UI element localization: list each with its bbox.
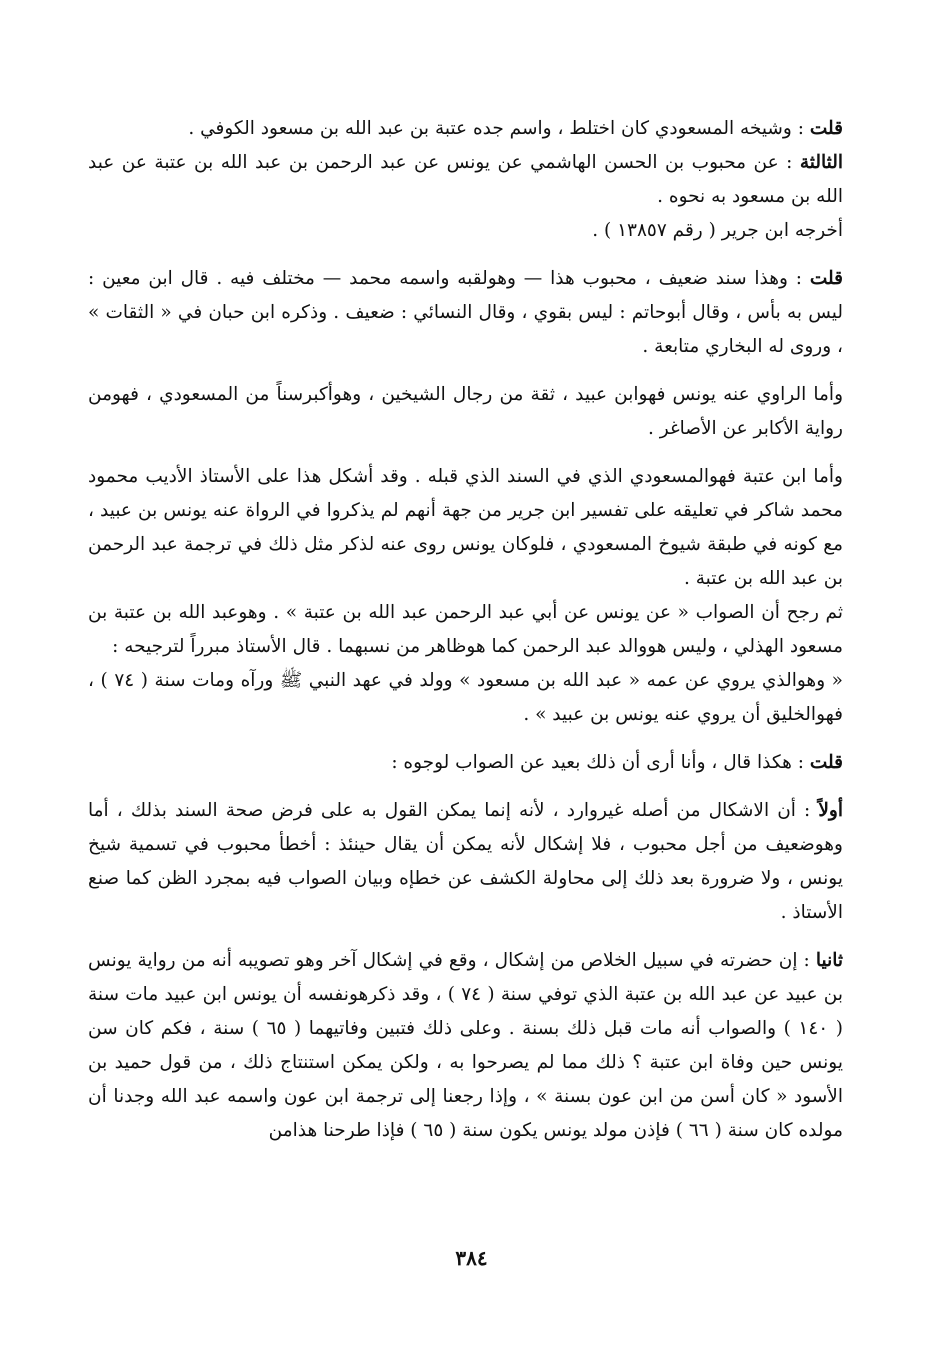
paragraph bbox=[88, 262, 843, 364]
paragraph-text: وأما ابن عتبة فهوالمسعودي الذي في السند الذي قبله . وقد أشكل هذا على الأستاذ الأديب محمود محمد شاكر في تعليقه على تفسير ابن جرير من جهة أنهم لم يذكروا في الرواة عنه يونس بن عبيد ، مع كونه في طبقة شيوخ المسعودي ، فلوكان يونس روى عنه لذكر مثل ذلك في ترجمة عبد الرحمن بن عبد الله بن عتبة . bbox=[88, 466, 843, 589]
paragraph-text: « وهوالذي يروي عن عمه « عبد الله بن مسعود » وولد في عهد النبي ﷺ ورآه ومات سنة ( ٧٤ ) ، فهوالخليق أن يروي عنه يونس بن عبيد » . bbox=[88, 670, 844, 725]
paragraph bbox=[88, 596, 843, 664]
paragraph bbox=[88, 746, 843, 780]
paragraph bbox=[88, 664, 843, 732]
paragraph-text: : عن محبوب بن الحسن الهاشمي عن يونس عن عبد الرحمن بن عبد الله بن عتبة عن عبد الله بن مسعود به نحوه . bbox=[88, 152, 843, 207]
paragraph-text: ثم رجح أن الصواب « عن يونس عن أبي عبد الرحمن عبد الله بن عتبة » . وهوعبد الله بن عتبة بن مسعود الهذلي ، وليس هووالد عبد الرحمن كما هوظاهر من نسبهما . قال الأستاذ مبرراً لترجيحه : bbox=[88, 602, 843, 657]
paragraph-text: : إن حضرته في سبيل الخلاص من إشكال ، وقع في إشكال آخر وهو تصويبه أنه من رواية يونس بن عبيد عن عبد الله بن عتبة الذي توفي سنة ( ٧٤ ) ، وقد ذكرهونفسه أن يونس ابن عبيد مات سنة ( ١٤٠ ) والصواب أنه مات قبل ذلك بسنة . وعلى ذلك فتبين وفاتيهما ( ٦٥ ) سنة ، فكم كان سن يونس حين وفاة ابن عتبة ؟ ذلك مما لم يصرحوا به ، ولكن يمكن استنتاج ذلك ، من قول حميد بن الأسود « كان أسن من ابن عون بسنة » ، وإذا رجعنا إلى ترجمة ابن عون واسمه عبد الله وجدنا أن مولده كان سنة ( ٦٦ ) فإذن مولد يونس يكون سنة ( ٦٥ ) فإذا طرحنا هذامن bbox=[88, 950, 843, 1141]
paragraph-lead: أولاً bbox=[818, 800, 843, 821]
paragraph-lead: قلت bbox=[809, 752, 843, 773]
paragraph-text: : وشيخه المسعودي كان اختلط ، واسم جده عتبة بن عبد الله بن مسعود الكوفي . bbox=[188, 118, 810, 139]
paragraph-lead: قلت bbox=[809, 268, 843, 289]
paragraph-lead: قلت bbox=[809, 118, 843, 139]
paragraph-lead: الثالثة bbox=[799, 152, 843, 173]
page-body bbox=[88, 112, 843, 1148]
paragraph-lead: ثانيا bbox=[815, 950, 843, 971]
paragraph-text: أخرجه ابن جرير ( رقم ١٣٨٥٧ ) . bbox=[592, 220, 843, 241]
paragraph bbox=[88, 112, 843, 146]
paragraph bbox=[88, 214, 843, 248]
paragraph-text: : وهذا سند ضعيف ، محبوب هذا — وهولقبه واسمه محمد — مختلف فيه . قال ابن معين : ليس به بأس ، وقال أبوحاتم : ليس بقوي ، وقال النسائي : ضعيف . وذكره ابن حبان في « الثقات » ، وروى له البخاري متابعة . bbox=[88, 268, 843, 357]
page-number: ٣٨٤ bbox=[455, 1246, 488, 1270]
paragraph bbox=[88, 794, 843, 930]
paragraph bbox=[88, 146, 843, 214]
paragraph bbox=[88, 944, 843, 1148]
paragraph bbox=[88, 460, 843, 596]
paragraph-text: : أن الاشكال من أصله غيروارد ، لأنه إنما يمكن القول به على فرض صحة السند بذلك ، أما وهوضعيف من أجل محبوب ، فلا إشكال لأنه يمكن أن يقال حينئذ : أخطأ محبوب في تسمية شيخ يونس ، ولا ضرورة بعد ذلك إلى محاولة الكشف عن خطإه وبيان الصواب فيه بمجرد الظن كما صنع الأستاذ . bbox=[88, 800, 843, 923]
paragraph-text: : هكذا قال ، وأنا أرى أن ذلك بعيد عن الصواب لوجوه : bbox=[391, 752, 810, 773]
paragraph bbox=[88, 378, 843, 446]
paragraph-text: وأما الراوي عنه يونس فهوابن عبيد ، ثقة من رجال الشيخين ، وهوأكبرسناً من المسعودي ، فهومن رواية الأكابر عن الأصاغر . bbox=[88, 384, 843, 439]
